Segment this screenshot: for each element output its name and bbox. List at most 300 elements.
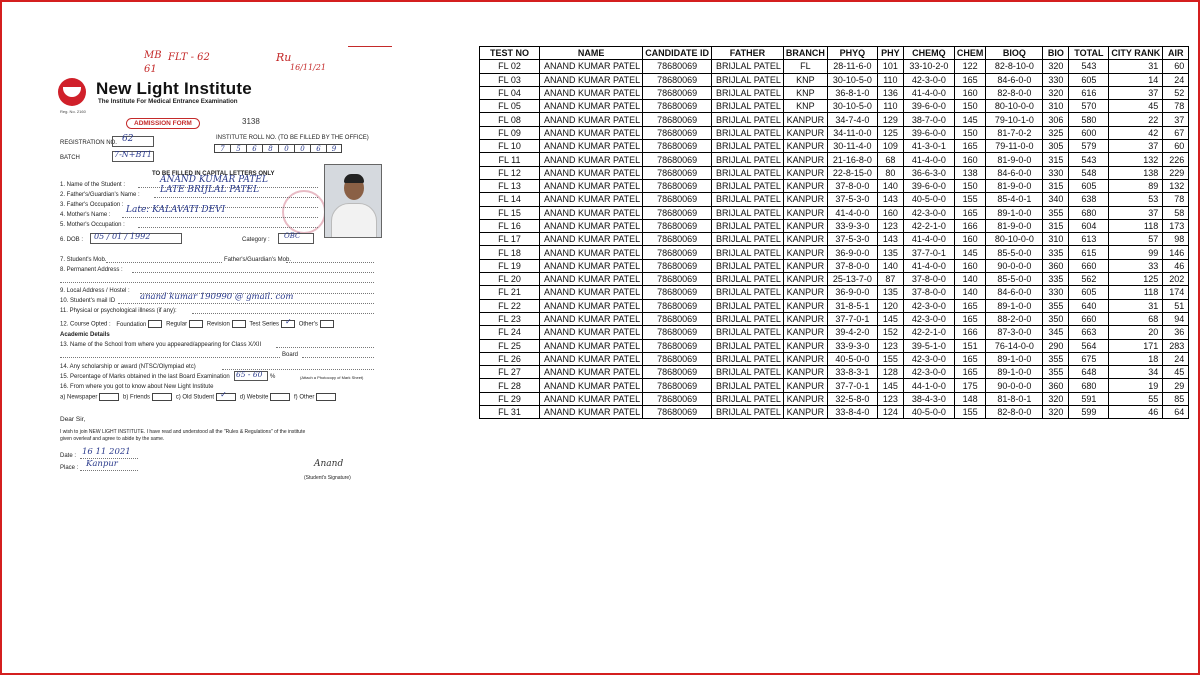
cell-bioq: 90-0-0-0	[986, 379, 1043, 392]
cell-phyq: 36-9-0-0	[827, 246, 877, 259]
school-line	[276, 347, 374, 348]
col-phyq: PHYQ	[827, 47, 877, 60]
cell-air: 132	[1163, 179, 1189, 192]
table-row	[480, 73, 1189, 86]
cell-phy: 80	[877, 166, 903, 179]
cell-chem: 150	[954, 179, 986, 192]
place-label: Place :	[60, 465, 79, 471]
cell-test-no: FL 23	[480, 312, 540, 325]
cell-phy: 68	[877, 153, 903, 166]
cell-total: 579	[1069, 140, 1109, 153]
student-mob-label: 7. Student's Mob.	[60, 257, 107, 263]
cell-father: BRIJLAL PATEL	[712, 206, 784, 219]
cell-test-no: FL 14	[480, 193, 540, 206]
cell-branch: KANPUR	[783, 113, 827, 126]
cell-phy: 128	[877, 366, 903, 379]
percentage-suffix: %	[270, 374, 276, 380]
father-name-label: 2. Father's/Guardian's Name :	[60, 192, 140, 198]
cell-father: BRIJLAL PATEL	[712, 273, 784, 286]
cell-father: BRIJLAL PATEL	[712, 392, 784, 405]
cell-name: ANAND KUMAR PATEL	[540, 299, 643, 312]
cell-candidate-id: 78680069	[643, 246, 712, 259]
cell-candidate-id: 78680069	[643, 179, 712, 192]
col-total: TOTAL	[1069, 47, 1109, 60]
cell-bio: 360	[1043, 259, 1069, 272]
cell-chem: 165	[954, 140, 986, 153]
cell-total: 570	[1069, 100, 1109, 113]
cell-bioq: 84-6-0-0	[986, 73, 1043, 86]
cell-bioq: 76-14-0-0	[986, 339, 1043, 352]
cell-test-no: FL 20	[480, 273, 540, 286]
cell-phy: 123	[877, 339, 903, 352]
cell-name: ANAND KUMAR PATEL	[540, 126, 643, 139]
cell-chem: 160	[954, 153, 986, 166]
cell-candidate-id: 78680069	[643, 326, 712, 339]
school-line-2	[60, 357, 280, 358]
registration-value: 62	[122, 134, 134, 144]
dob-value: 05 / 01 / 1992	[94, 232, 151, 241]
cell-branch: KANPUR	[783, 312, 827, 325]
percentage-label: 15. Percentage of Marks obtained in the last Board Examination	[60, 374, 230, 380]
cell-bio: 315	[1043, 219, 1069, 232]
cell-air: 45	[1163, 366, 1189, 379]
cell-bio: 320	[1043, 60, 1069, 73]
cell-candidate-id: 78680069	[643, 126, 712, 139]
student-name-label: 1. Name of the Student :	[60, 182, 126, 188]
cell-candidate-id: 78680069	[643, 73, 712, 86]
cell-air: 52	[1163, 86, 1189, 99]
cell-chemq: 36-6-3-0	[903, 166, 954, 179]
cell-chemq: 41-4-0-0	[903, 233, 954, 246]
top-note-3: 61	[144, 64, 157, 75]
roll-digit: 6	[310, 144, 326, 153]
cell-phyq: 34-11-0-0	[827, 126, 877, 139]
cell-father: BRIJLAL PATEL	[712, 352, 784, 365]
cell-father: BRIJLAL PATEL	[712, 339, 784, 352]
cell-branch: KANPUR	[783, 366, 827, 379]
cell-father: BRIJLAL PATEL	[712, 326, 784, 339]
cell-branch: KANPUR	[783, 273, 827, 286]
cell-bio: 355	[1043, 352, 1069, 365]
cell-candidate-id: 78680069	[643, 86, 712, 99]
cell-chemq: 42-3-0-0	[903, 312, 954, 325]
academic-details-heading: Academic Details	[60, 332, 110, 338]
cell-candidate-id: 78680069	[643, 206, 712, 219]
cell-bioq: 81-9-0-0	[986, 153, 1043, 166]
col-test-no: TEST NO	[480, 47, 540, 60]
cell-bio: 355	[1043, 299, 1069, 312]
cell-name: ANAND KUMAR PATEL	[540, 73, 643, 86]
table-row	[480, 219, 1189, 232]
institute-name: New Light Institute	[96, 79, 252, 98]
form-serial-number: 3138	[242, 117, 260, 126]
student-name-value: ANAND KUMAR PATEL	[160, 175, 268, 185]
cell-city-rank: 132	[1109, 153, 1163, 166]
top-rule	[348, 46, 392, 47]
cell-phyq: 39-4-2-0	[827, 326, 877, 339]
cell-name: ANAND KUMAR PATEL	[540, 140, 643, 153]
cell-chem: 150	[954, 100, 986, 113]
cell-total: 615	[1069, 246, 1109, 259]
cell-bioq: 85-5-0-0	[986, 273, 1043, 286]
cell-name: ANAND KUMAR PATEL	[540, 352, 643, 365]
cell-candidate-id: 78680069	[643, 352, 712, 365]
cell-bio: 330	[1043, 286, 1069, 299]
cell-bio: 320	[1043, 392, 1069, 405]
course-checkbox-test-series-checked	[281, 320, 295, 328]
cell-total: 648	[1069, 366, 1109, 379]
roll-digit: 8	[262, 144, 278, 153]
cell-branch: KANPUR	[783, 352, 827, 365]
cell-name: ANAND KUMAR PATEL	[540, 206, 643, 219]
cell-name: ANAND KUMAR PATEL	[540, 153, 643, 166]
cell-chemq: 42-2-1-0	[903, 219, 954, 232]
cell-bioq: 89-1-0-0	[986, 299, 1043, 312]
cell-phy: 110	[877, 73, 903, 86]
cell-phyq: 32-5-8-0	[827, 392, 877, 405]
cell-test-no: FL 13	[480, 179, 540, 192]
date-value: 16 11 2021	[82, 447, 131, 457]
father-name-line	[154, 197, 318, 198]
cell-chem: 151	[954, 339, 986, 352]
mother-name-value: Late: KALAVATI DEVI	[126, 205, 226, 215]
cell-phyq: 37-5-3-0	[827, 233, 877, 246]
col-chem: CHEM	[954, 47, 986, 60]
cell-phy: 123	[877, 392, 903, 405]
cell-bio: 350	[1043, 312, 1069, 325]
cell-test-no: FL 04	[480, 86, 540, 99]
table-row	[480, 206, 1189, 219]
cell-air: 51	[1163, 299, 1189, 312]
cell-bioq: 79-10-1-0	[986, 113, 1043, 126]
cell-chem: 145	[954, 246, 986, 259]
mother-occupation-line	[138, 227, 318, 228]
cell-phyq: 37-8-0-0	[827, 179, 877, 192]
school-label: 13. Name of the School from where you appeared/appearing for Class X/XII	[60, 342, 262, 348]
cell-phyq: 30-11-4-0	[827, 140, 877, 153]
cell-phyq: 37-7-0-1	[827, 312, 877, 325]
cell-father: BRIJLAL PATEL	[712, 140, 784, 153]
cell-name: ANAND KUMAR PATEL	[540, 100, 643, 113]
father-mob-line	[286, 262, 374, 263]
cell-phy: 135	[877, 246, 903, 259]
cell-total: 616	[1069, 86, 1109, 99]
cell-phyq: 37-5-3-0	[827, 193, 877, 206]
cell-candidate-id: 78680069	[643, 406, 712, 419]
cell-air: 29	[1163, 379, 1189, 392]
cell-phyq: 30-10-5-0	[827, 73, 877, 86]
cell-candidate-id: 78680069	[643, 233, 712, 246]
cell-bio: 360	[1043, 379, 1069, 392]
cell-air: 67	[1163, 126, 1189, 139]
father-mob-label: Father's/Guardian's Mob.	[224, 257, 291, 263]
cell-phy: 101	[877, 60, 903, 73]
table-row	[480, 166, 1189, 179]
cell-branch: KANPUR	[783, 379, 827, 392]
table-header-row	[480, 47, 1189, 60]
table-row	[480, 60, 1189, 73]
cell-name: ANAND KUMAR PATEL	[540, 219, 643, 232]
top-note-2: FLT - 62	[168, 52, 210, 63]
cell-branch: KANPUR	[783, 286, 827, 299]
date-label: Date :	[60, 453, 77, 459]
cell-air: 78	[1163, 100, 1189, 113]
cell-test-no: FL 18	[480, 246, 540, 259]
col-city-rank: CITY RANK	[1109, 47, 1163, 60]
cell-test-no: FL 19	[480, 259, 540, 272]
cell-city-rank: 55	[1109, 392, 1163, 405]
cell-phyq: 36-9-0-0	[827, 286, 877, 299]
cell-total: 605	[1069, 179, 1109, 192]
cell-test-no: FL 26	[480, 352, 540, 365]
cell-candidate-id: 78680069	[643, 153, 712, 166]
col-branch: BRANCH	[783, 47, 827, 60]
cell-test-no: FL 11	[480, 153, 540, 166]
roll-digit: 7	[214, 144, 230, 153]
cell-air: 174	[1163, 286, 1189, 299]
cell-candidate-id: 78680069	[643, 392, 712, 405]
cell-air: 60	[1163, 60, 1189, 73]
table-row	[480, 193, 1189, 206]
mother-name-label: 4. Mother's Name :	[60, 212, 111, 218]
cell-chemq: 42-3-0-0	[903, 206, 954, 219]
capital-letters-note: TO BE FILLED IN CAPITAL LETTERS ONLY	[152, 171, 275, 177]
cell-bioq: 87-3-0-0	[986, 326, 1043, 339]
place-line	[80, 470, 138, 471]
cell-total: 599	[1069, 406, 1109, 419]
cell-bio: 355	[1043, 366, 1069, 379]
cell-total: 600	[1069, 126, 1109, 139]
cell-chemq: 42-2-1-0	[903, 326, 954, 339]
board-label: Board	[282, 352, 299, 358]
cell-father: BRIJLAL PATEL	[712, 100, 784, 113]
cell-test-no: FL 15	[480, 206, 540, 219]
cell-phyq: 22-8-15-0	[827, 166, 877, 179]
cell-total: 604	[1069, 219, 1109, 232]
cell-total: 548	[1069, 166, 1109, 179]
course-option-test-series: Test Series	[249, 321, 280, 328]
place-value: Kanpur	[86, 459, 118, 469]
cell-chemq: 39-6-0-0	[903, 179, 954, 192]
cell-bioq: 85-4-0-1	[986, 193, 1043, 206]
cell-air: 78	[1163, 193, 1189, 206]
test-results-table	[479, 46, 1189, 419]
cell-bioq: 85-5-0-0	[986, 246, 1043, 259]
course-option-regular: Regular	[166, 321, 188, 328]
cell-name: ANAND KUMAR PATEL	[540, 233, 643, 246]
table-row	[480, 312, 1189, 325]
table-row	[480, 352, 1189, 365]
table-row	[480, 286, 1189, 299]
cell-test-no: FL 17	[480, 233, 540, 246]
cell-total: 680	[1069, 379, 1109, 392]
cell-name: ANAND KUMAR PATEL	[540, 166, 643, 179]
top-date: 16/11/21	[290, 63, 326, 72]
cell-phy: 110	[877, 100, 903, 113]
cell-branch: KANPUR	[783, 326, 827, 339]
cell-candidate-id: 78680069	[643, 366, 712, 379]
table-row	[480, 339, 1189, 352]
cell-total: 543	[1069, 153, 1109, 166]
cell-branch: KANPUR	[783, 166, 827, 179]
dob-label: 6. DOB :	[60, 237, 84, 243]
table-row	[480, 233, 1189, 246]
table-row	[480, 100, 1189, 113]
cell-bio: 290	[1043, 339, 1069, 352]
cell-bioq: 81-9-0-0	[986, 179, 1043, 192]
source-option-other: f) Other	[294, 394, 315, 401]
cell-air: 283	[1163, 339, 1189, 352]
cell-candidate-id: 78680069	[643, 100, 712, 113]
cell-candidate-id: 78680069	[643, 60, 712, 73]
local-address-label: 9. Local Address / Hostel :	[60, 288, 130, 294]
cell-city-rank: 45	[1109, 100, 1163, 113]
cell-chemq: 39-6-0-0	[903, 100, 954, 113]
course-checkbox-revision	[232, 320, 246, 328]
signature-label: (Student's Signature)	[304, 475, 351, 481]
cell-city-rank: 46	[1109, 406, 1163, 419]
cell-phyq: 40-5-0-0	[827, 352, 877, 365]
cell-phy: 145	[877, 379, 903, 392]
cell-test-no: FL 22	[480, 299, 540, 312]
cell-chemq: 44-1-0-0	[903, 379, 954, 392]
roll-digit: 0	[294, 144, 310, 153]
cell-bioq: 81-8-0-1	[986, 392, 1043, 405]
cell-phy: 143	[877, 193, 903, 206]
cell-branch: KANPUR	[783, 140, 827, 153]
cell-bioq: 82-8-10-0	[986, 60, 1043, 73]
reg-small: Reg. No. 2160	[60, 109, 86, 114]
cell-chemq: 40-5-0-0	[903, 193, 954, 206]
cell-father: BRIJLAL PATEL	[712, 246, 784, 259]
table-row	[480, 326, 1189, 339]
cell-name: ANAND KUMAR PATEL	[540, 379, 643, 392]
category-value: OBC	[284, 232, 301, 240]
cell-branch: KANPUR	[783, 406, 827, 419]
cell-bioq: 89-1-0-0	[986, 366, 1043, 379]
cell-phyq: 33-9-3-0	[827, 339, 877, 352]
cell-total: 638	[1069, 193, 1109, 206]
course-label: 12. Course Opted :	[60, 321, 111, 328]
table-row	[480, 126, 1189, 139]
cell-candidate-id: 78680069	[643, 140, 712, 153]
cell-father: BRIJLAL PATEL	[712, 286, 784, 299]
col-bioq: BIOQ	[986, 47, 1043, 60]
cell-bio: 310	[1043, 233, 1069, 246]
cell-bio: 345	[1043, 326, 1069, 339]
cell-city-rank: 37	[1109, 206, 1163, 219]
cell-name: ANAND KUMAR PATEL	[540, 179, 643, 192]
cell-test-no: FL 16	[480, 219, 540, 232]
table-row	[480, 113, 1189, 126]
source-option-friends: b) Friends	[123, 394, 151, 401]
cell-chemq: 38-7-0-0	[903, 113, 954, 126]
roll-digit: 6	[246, 144, 262, 153]
table-row	[480, 179, 1189, 192]
cell-father: BRIJLAL PATEL	[712, 259, 784, 272]
salutation: Dear Sir,	[60, 416, 86, 423]
cell-bio: 340	[1043, 193, 1069, 206]
cell-branch: KANPUR	[783, 179, 827, 192]
cell-test-no: FL 27	[480, 366, 540, 379]
cell-candidate-id: 78680069	[643, 312, 712, 325]
cell-chem: 140	[954, 286, 986, 299]
col-name: NAME	[540, 47, 643, 60]
cell-chem: 145	[954, 113, 986, 126]
cell-candidate-id: 78680069	[643, 286, 712, 299]
cell-total: 564	[1069, 339, 1109, 352]
cell-test-no: FL 21	[480, 286, 540, 299]
table-row	[480, 379, 1189, 392]
cell-bioq: 80-10-0-0	[986, 100, 1043, 113]
cell-test-no: FL 08	[480, 113, 540, 126]
cell-chem: 138	[954, 166, 986, 179]
cell-bio: 310	[1043, 100, 1069, 113]
cell-chem: 165	[954, 73, 986, 86]
cell-bioq: 82-8-0-0	[986, 86, 1043, 99]
cell-father: BRIJLAL PATEL	[712, 219, 784, 232]
roll-digit: 9	[326, 144, 342, 153]
percentage-note: (Attach a Photocopy of Mark Sheet)	[300, 375, 364, 380]
cell-branch: KANPUR	[783, 246, 827, 259]
scholarship-label: 14. Any scholarship or award (NTSC/Olympiad etc)	[60, 364, 196, 370]
cell-city-rank: 14	[1109, 73, 1163, 86]
cell-bio: 335	[1043, 246, 1069, 259]
cell-air: 85	[1163, 392, 1189, 405]
cell-father: BRIJLAL PATEL	[712, 73, 784, 86]
cell-city-rank: 34	[1109, 366, 1163, 379]
cell-phy: 140	[877, 259, 903, 272]
table-row	[480, 153, 1189, 166]
cell-phy: 160	[877, 206, 903, 219]
cell-phy: 140	[877, 179, 903, 192]
cell-name: ANAND KUMAR PATEL	[540, 339, 643, 352]
cell-name: ANAND KUMAR PATEL	[540, 86, 643, 99]
cell-bioq: 81-7-0-2	[986, 126, 1043, 139]
cell-chem: 148	[954, 392, 986, 405]
cell-phy: 125	[877, 126, 903, 139]
course-option-others: Other's	[298, 321, 318, 328]
cell-city-rank: 37	[1109, 140, 1163, 153]
col-bio: BIO	[1043, 47, 1069, 60]
cell-chemq: 39-5-1-0	[903, 339, 954, 352]
cell-bio: 305	[1043, 140, 1069, 153]
cell-phy: 152	[877, 326, 903, 339]
cell-phy: 87	[877, 273, 903, 286]
cell-chemq: 41-3-0-1	[903, 140, 954, 153]
cell-name: ANAND KUMAR PATEL	[540, 273, 643, 286]
cell-branch: KANPUR	[783, 339, 827, 352]
cell-phy: 124	[877, 406, 903, 419]
cell-city-rank: 31	[1109, 60, 1163, 73]
cell-total: 660	[1069, 259, 1109, 272]
cell-air: 36	[1163, 326, 1189, 339]
cell-phy: 155	[877, 352, 903, 365]
cell-city-rank: 89	[1109, 179, 1163, 192]
source-option-website: d) Website	[239, 394, 269, 401]
cell-father: BRIJLAL PATEL	[712, 179, 784, 192]
percentage-value: 65 - 60	[236, 370, 263, 379]
source-option-old-student: c) Old Student	[175, 394, 215, 401]
cell-chem: 165	[954, 206, 986, 219]
cell-chemq: 41-4-0-0	[903, 153, 954, 166]
mail-value: anand kumar 190990 @ gmail. com	[140, 292, 294, 302]
roll-digit: 0	[278, 144, 294, 153]
cell-bioq: 89-1-0-0	[986, 206, 1043, 219]
cell-test-no: FL 29	[480, 392, 540, 405]
cell-test-no: FL 25	[480, 339, 540, 352]
cell-candidate-id: 78680069	[643, 379, 712, 392]
